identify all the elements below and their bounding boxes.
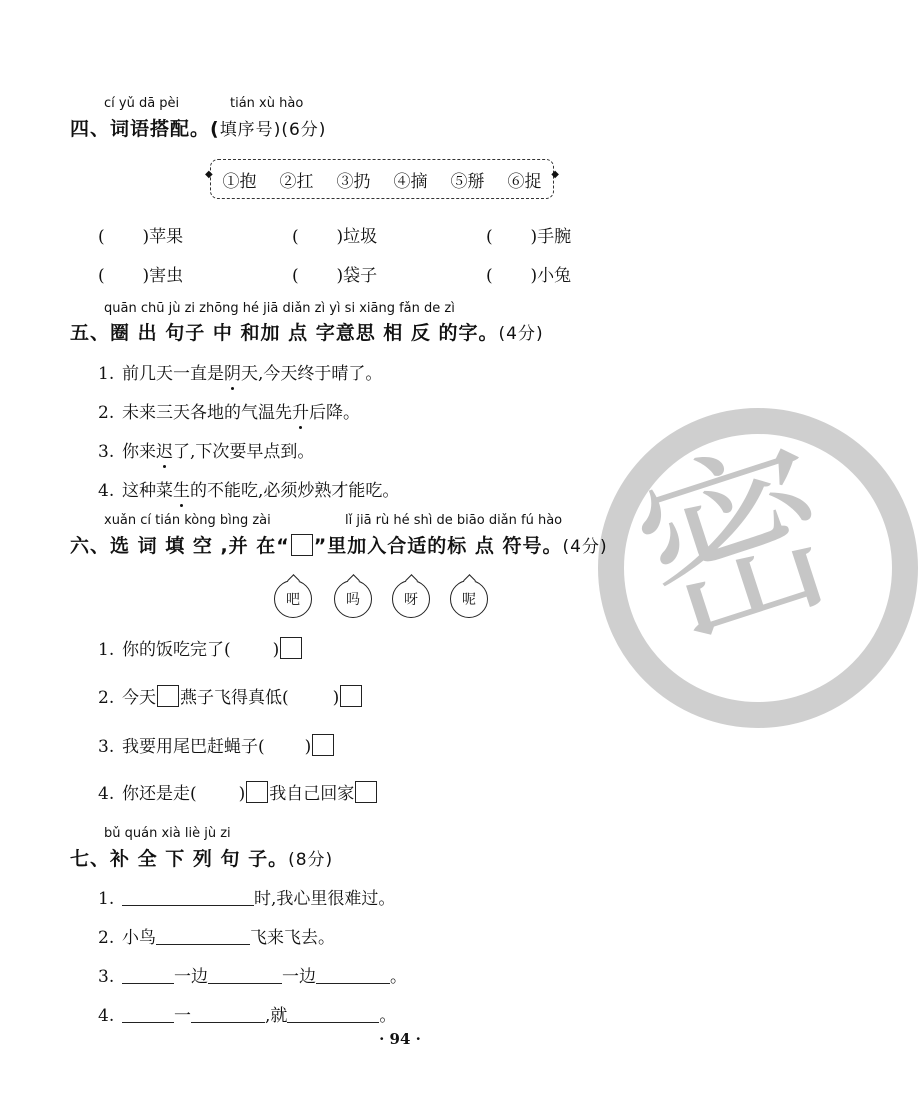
section4-pinyin-a: cí yǔ dā pèi: [104, 96, 180, 111]
blank-7-4b[interactable]: [191, 1006, 265, 1023]
sentence-2: 2. 未来三天各地的气温先升后降。: [98, 403, 360, 423]
page-number: · 94 ·: [379, 1030, 421, 1048]
title-box: [291, 534, 313, 556]
complete-item-1: 1. 时,我心里很难过。: [98, 889, 396, 909]
section4-choice-box: [210, 159, 554, 199]
sentence-4: 4. 这种菜生的不能吃,必须炒熟才能吃。: [98, 481, 400, 501]
complete-item-4: 4. 一 ,就 。: [98, 1006, 397, 1026]
blank-7-2[interactable]: [156, 928, 250, 945]
word-ya: 呀: [392, 580, 430, 618]
punct-box-4b[interactable]: [355, 781, 377, 803]
choice-4: ④摘: [393, 171, 428, 192]
blank-7-4c[interactable]: [287, 1006, 379, 1023]
fill-item-3: 3. 我要用尾巴赶蝇子( ): [98, 732, 335, 757]
fill-item-2: 2. 今天 燕子飞得真低( ): [98, 683, 363, 708]
blank-7-3c[interactable]: [316, 967, 390, 984]
complete-item-2: 2. 小鸟 飞来飞去。: [98, 928, 335, 948]
section6-pinyin-a: xuǎn cí tián kòng bìng zài: [104, 513, 271, 528]
word-ba: 吧: [274, 580, 312, 618]
fill-item-1: 1. 你的饭吃完了( ): [98, 635, 303, 660]
match-item-6[interactable]: ( )小兔: [486, 266, 572, 286]
word-ne: 呢: [450, 580, 488, 618]
blank-7-3b[interactable]: [208, 967, 282, 984]
choice-2: ②扛: [279, 171, 314, 192]
watermark-seal-char: 密: [612, 410, 862, 679]
section4-pinyin-b: tián xù hào: [230, 96, 304, 111]
sentence-1: 1. 前几天一直是阴天,今天终于晴了。: [98, 364, 383, 384]
punct-box-2a[interactable]: [157, 685, 179, 707]
punct-box-4a[interactable]: [246, 781, 268, 803]
sentence-3: 3. 你来迟了,下次要早点到。: [98, 442, 315, 462]
section5-pinyin: quān chū jù zi zhōng hé jiā diǎn zì yì si xiāng fǎn de zì: [104, 301, 455, 316]
match-item-4[interactable]: ( )害虫: [98, 266, 184, 286]
section6-pinyin-b: lǐ jiā rù hé shì de biāo diǎn fú hào: [345, 513, 563, 528]
section7-title: 七、补 全 下 列 句 子。(8分): [70, 848, 334, 870]
section4-title: 四、词语搭配。(填序号)(6分): [70, 118, 327, 140]
match-item-3[interactable]: ( )手腕: [486, 227, 572, 247]
section5-title: 五、圈 出 句子 中 和加 点 字意思 相 反 的字。(4分): [70, 322, 544, 344]
blank-7-1[interactable]: [122, 889, 254, 906]
match-item-2[interactable]: ( )垃圾: [292, 227, 378, 247]
choice-5: ⑤掰: [450, 171, 485, 192]
complete-item-3: 3. 一边 一边 。: [98, 967, 407, 987]
section7-pinyin: bǔ quán xià liè jù zi: [104, 826, 231, 841]
punct-box-1[interactable]: [280, 637, 302, 659]
punct-box-3[interactable]: [312, 734, 334, 756]
choice-1: ◆ ①抱: [222, 171, 257, 192]
punct-box-2b[interactable]: [340, 685, 362, 707]
blank-7-4a[interactable]: [122, 1006, 174, 1023]
fill-item-4: 4. 你还是走( ) 我自己回家: [98, 779, 378, 804]
word-ma: 吗: [334, 580, 372, 618]
match-item-1[interactable]: ( )苹果: [98, 227, 184, 247]
blank-7-3a[interactable]: [122, 967, 174, 984]
match-item-5[interactable]: ( )袋子: [292, 266, 378, 286]
choice-6: ⑥捉: [507, 171, 542, 192]
choice-3: ③扔: [336, 171, 371, 192]
section6-title: 六、选 词 填 空 ,并 在“ ”里加入合适的标 点 符号。(4分): [70, 535, 608, 557]
